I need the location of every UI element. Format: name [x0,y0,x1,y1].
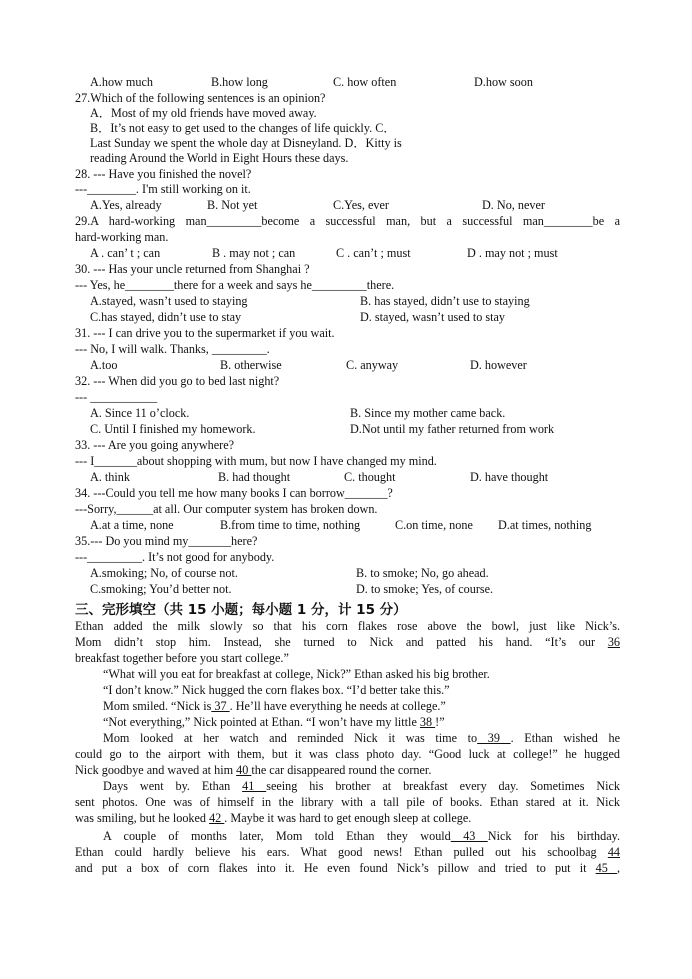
passage-line: Mom didn’t stop him. Instead, she turned to Nick and patted his hand. “It’s our 36 [75,635,620,649]
q29-option-a: A . can’ t ; can [90,246,161,260]
q30-option-b: B. has stayed, didn’t use to staying [360,294,530,308]
q28-stem: 28. --- Have you finished the novel? [75,167,252,181]
passage-line: breakfast together before you start college.” [75,651,289,665]
q35-option-b: B. to smoke; No, go ahead. [356,566,489,580]
q29-option-b: B . may not ; can [212,246,296,260]
q27-option-b-line: B．It’s not easy to get used to the changes of life quickly. C． [90,121,396,135]
q32-stem: 32. --- When did you go to bed last night? [75,374,280,388]
q26-option-c: C. how often [333,75,397,89]
q33-option-c: C. thought [344,470,396,484]
passage-line: “I don’t know.” Nick hugged the corn flakes box. “I’d better take this.” [103,683,450,697]
q34-option-c: C.on time, none [395,518,473,532]
passage-line: “Not everything,” Nick pointed at Ethan. “I won’t have my little 38 !” [103,715,445,729]
q33-response: --- I_______about shopping with mum, but now I have changed my mind. [75,454,437,468]
q27-option-d-line: reading Around the World in Eight Hours these days. [90,151,349,165]
q35-option-c: C.smoking; You’d better not. [90,582,232,596]
q28-option-b: B. Not yet [207,198,258,212]
q34-option-a: A.at a time, none [90,518,174,532]
q28-option-c: C.Yes, ever [333,198,389,212]
q34-response: ---Sorry,______at all. Our computer system has broken down. [75,502,378,516]
q34-option-b: B.from time to time, nothing [220,518,361,532]
passage-line: Days went by. Ethan 41 seeing his brother at breakfast every day. Sometimes Nick [103,779,621,793]
passage-line: could go to the airport with them, but it was class photo day. “Good luck at college!” he hugged [75,747,620,761]
q29-option-d: D . may not ; must [467,246,558,260]
passage-line: Ethan added the milk slowly so that his corn flakes rose above the bowl, just like Nick’s. [75,619,620,633]
passage-line: Mom smiled. “Nick is 37 . He’ll have everything he needs at college.” [103,699,446,713]
passage-line: A couple of months later, Mom told Ethan they would 43 Nick for his birthday. [103,829,620,843]
q27-option-c-line: Last Sunday we spent the whole day at Disneyland. D．Kitty is [90,136,402,150]
q31-stem: 31. --- I can drive you to the supermarket if you wait. [75,326,335,340]
q33-stem: 33. --- Are you going anywhere? [75,438,235,452]
q32-option-d: D.Not until my father returned from work [350,422,555,436]
q32-response: --- ___________ [75,390,158,404]
q30-option-d: D. stayed, wasn’t used to stay [360,310,505,324]
q28-response: ---________. I'm still working on it. [75,182,251,196]
q29-stem-line1: 29.A hard-working man_________become a successful man, but a successful man________be a [75,214,620,228]
passage-line: Ethan could hardly believe his ears. What good news! Ethan pulled out his schoolbag 44 [75,845,620,859]
q34-stem: 34. ---Could you tell me how many books I can borrow_______? [75,486,393,500]
passage-line: was smiling, but he looked 42 . Maybe it was hard to get enough sleep at college. [75,811,472,825]
q30-option-a: A.stayed, wasn’t used to staying [90,294,248,308]
q35-option-d: D. to smoke; Yes, of course. [356,582,494,596]
q27-stem: 27.Which of the following sentences is an opinion? [75,91,326,105]
q27-option-a: A．Most of my old friends have moved away. [90,106,317,120]
q35-option-a: A.smoking; No, of course not. [90,566,238,580]
q29-stem-line2: hard-working man. [75,230,169,244]
passage-line: sent photos. One was of himself in the library with a tall pile of books. Ethan stared at it. Nick [75,795,620,809]
q29-option-c: C . can’t ; must [336,246,411,260]
q34-option-d: D.at times, nothing [498,518,592,532]
q31-option-b: B. otherwise [220,358,282,372]
q32-option-a: A. Since 11 o’clock. [90,406,190,420]
q35-response: ---_________. It’s not good for anybody. [75,550,275,564]
q31-option-a: A.too [90,358,118,372]
passage-line: Mom looked at her watch and reminded Nick it was time to 39 . Ethan wished he [103,731,621,745]
q35-stem: 35.--- Do you mind my_______here? [75,534,258,548]
passage-line: “What will you eat for breakfast at college, Nick?” Ethan asked his big brother. [103,667,490,681]
q30-option-c: C.has stayed, didn’t use to stay [90,310,242,324]
q30-stem: 30. --- Has your uncle returned from Shanghai ? [75,262,310,276]
passage-line: and put a box of corn flakes into it. He even found Nick’s pillow and tried to put it 45 , [75,861,621,875]
section-heading: 三、完形填空（共 15 小题；每小题 1 分，计 15 分） [75,602,407,618]
q31-response: --- No, I will walk. Thanks, _________. [75,342,270,356]
passage-line: Nick goodbye and waved at him 40 the car disappeared round the corner. [75,763,432,777]
q26-option-a: A.how much [90,75,153,89]
q31-option-c: C. anyway [346,358,399,372]
q33-option-b: B. had thought [218,470,291,484]
q26-option-d: D.how soon [474,75,533,89]
q32-option-c: C. Until I finished my homework. [90,422,256,436]
q31-option-d: D. however [470,358,527,372]
q28-option-a: A.Yes, already [90,198,162,212]
q26-option-b: B.how long [211,75,268,89]
q33-option-d: D. have thought [470,470,549,484]
q30-response: --- Yes, he________there for a week and says he_________there. [75,278,395,292]
q28-option-d: D. No, never [482,198,545,212]
q32-option-b: B. Since my mother came back. [350,406,506,420]
q33-option-a: A. think [90,470,130,484]
